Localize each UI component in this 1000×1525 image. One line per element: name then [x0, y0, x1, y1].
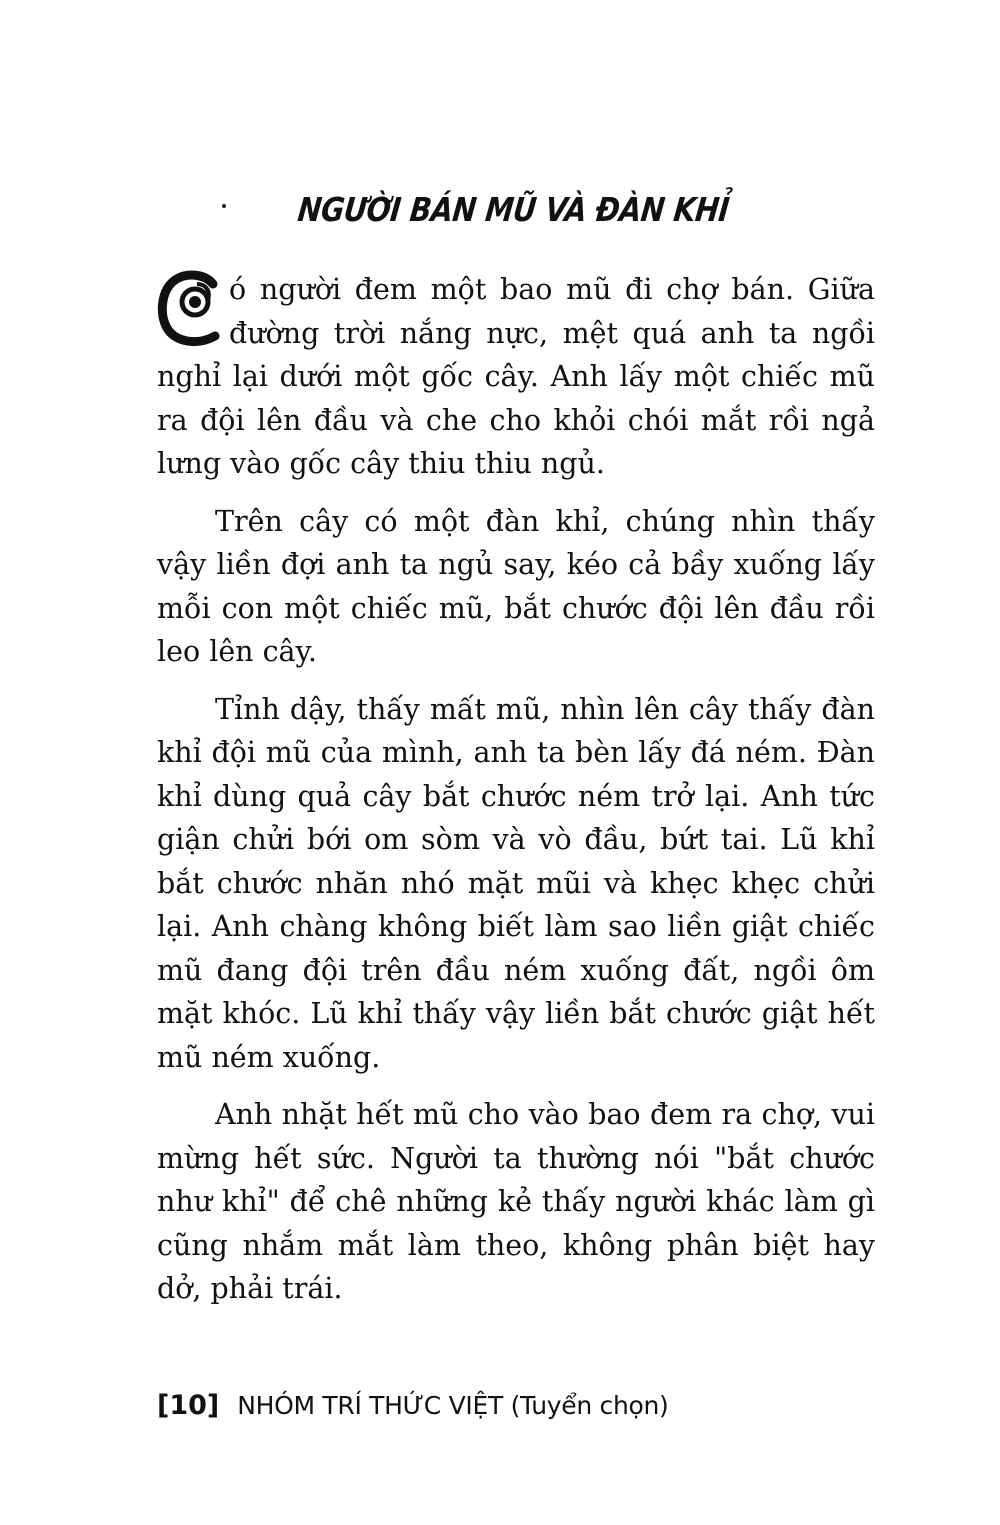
paragraph-4: Anh nhặt hết mũ cho vào bao đem ra chợ, vui mừng hết sức. Người ta thường nói "bắt chước như khỉ" để chê những kẻ thấy người khác làm gì cũng nhắm mắt làm theo, không phân biệt hay dở, phải trái.	[157, 1098, 875, 1305]
story-body	[157, 268, 875, 1325]
paragraph-1	[157, 268, 875, 486]
drop-cap-swirl-icon	[157, 270, 223, 348]
paragraph-3: Tỉnh dậy, thấy mất mũ, nhìn lên cây thấy đàn khỉ đội mũ của mình, anh ta bèn lấy đá ném. Đàn khỉ dùng quả cây bắt chước ném trở lại. Anh tức giận chửi bới om sòm và vò đầu, bứt tai. Lũ khỉ bắt chước nhăn nhó mặt mũi và khẹc khẹc chửi lại. Anh chàng không biết làm sao liền giật chiếc mũ đang đội trên đầu ném xuống đất, ngồi ôm mặt khóc. Lũ khỉ thấy vậy liền bắt chước giật hết mũ ném xuống.	[157, 692, 875, 1074]
drop-cap-c	[157, 270, 223, 348]
stray-dot	[222, 204, 226, 208]
page-number: [10]	[157, 1390, 220, 1421]
paragraph-2: Trên cây có một đàn khỉ, chúng nhìn thấy vậy liền đợi anh ta ngủ say, kéo cả bầy xuống lấy mỗi con một chiếc mũ, bắt chước đội lên đầu rồi leo lên cây.	[157, 504, 875, 668]
paragraph-1-text: ó người đem một bao mũ đi chợ bán. Giữa đường trời nắng nực, mệt quá anh ta ngồi nghỉ lại dưới một gốc cây. Anh lấy một chiếc mũ ra đội lên đầu và che cho khỏi chói mắt rồi ngả lưng vào gốc cây thiu thiu ngủ.	[157, 273, 875, 480]
story-title: NGƯỜI BÁN MŨ VÀ ĐÀN KHỈ	[295, 190, 731, 229]
page-footer	[157, 1390, 669, 1421]
book-title: NHÓM TRÍ THỨC VIỆT (Tuyển chọn)	[237, 1391, 669, 1420]
